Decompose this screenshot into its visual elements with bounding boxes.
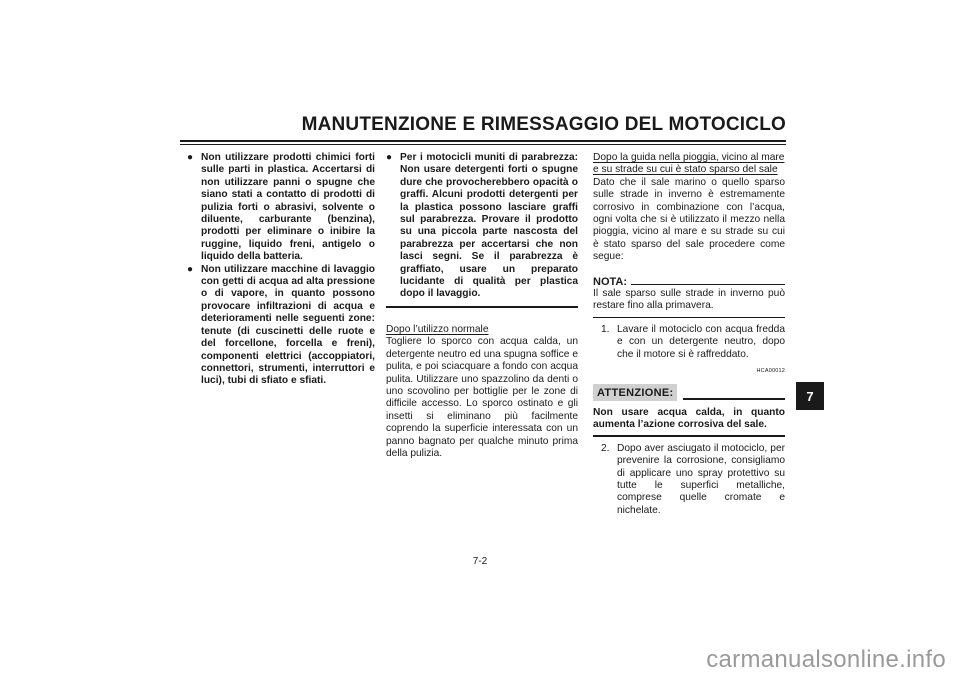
- caution-bottom-rule: [593, 435, 785, 437]
- page-title: MANUTENZIONE E RIMESSAGGIO DEL MOTOCICLO: [301, 114, 786, 135]
- page-number: 7-2: [472, 556, 488, 567]
- title-rule: [180, 140, 786, 142]
- caution-text: Non usare acqua calda, in quanto aumenta l’azione corrosiva del sale.: [593, 406, 785, 431]
- bullet-item: ● Per i motocicli muniti di parabrezza: Non usare detergenti forti o spugne dure che provocherebbero opacità o graffi. Alcuni prodotti detergenti per la plastica possono lasciare graffi sul parabrezza. Provare il prodotto su una piccola parte nascosta del parabrezza per accertarsi che non lasci segni. Se il parabrezza è graffiato, usare un preparato lucidante di qualità per plastica dopo il lavaggio.: [386, 152, 578, 301]
- caution-label: ATTENZIONE:: [593, 384, 677, 401]
- section-heading: Dopo la guida nella pioggia, vicino al mare: [593, 152, 785, 163]
- body-paragraph: Dato che il sale marino o quello sparso sulle strade in inverno è estremamente corrosivo in combinazione con l’acqua, ogni volta che si è utilizzato il mezzo nella pioggia, vicino al mare e su strade su cui è stato sparso del sale procedere come segue:: [593, 176, 785, 263]
- column-1: [187, 152, 375, 388]
- section-heading-line-2: e su strade su cui è stato sparso del sale: [593, 164, 778, 176]
- bullet-item: ● Non utilizzare prodotti chimici forti sulle parti in plastica. Accertarsi di non utilizzare panni o spugne che siano stati a contatto di prodotti di pulizia forti o abrasivi, solvente o diluente, carburante (benzina), prodotti per eliminare o inibire la ruggine, liquido freni, antigelo o liquido della batteria.: [187, 152, 375, 264]
- body-paragraph: Togliere lo sporco con acqua calda, un detergente neutro ed una spugna soffice e pulita, e poi sciacquare a fondo con acqua pulita. Utilizzare uno spazzolino da denti o uno scovolino per bottiglie per le zone di difficile accesso. Lo sporco ostinato e gli insetti si eliminano più facilmente coprendo la superficie interessata con un panno bagnato per qualche minuto prima della pulizia.: [386, 336, 578, 459]
- step-number: 1.: [601, 323, 610, 335]
- column-3: [593, 152, 785, 517]
- chapter-tab: 7: [796, 382, 824, 410]
- step-text: Lavare il motociclo con acqua fredda e con un detergente neutro, dopo che il motore si è raffreddato.: [617, 323, 785, 360]
- note-label: NOTA:: [593, 275, 628, 288]
- bullet-item: ● Non utilizzare macchine di lavaggio con getti di acqua ad alta pressione o di vapore, in quanto possono provocare infiltrazioni di acqua e deterioramenti nelle seguenti zone: tenute (di cuscinetti delle ruote e del forcellone, forcella e freni), componenti elettrici (accoppiatori, connettori, strumenti, interruttori e luci), tubi di sfiato e sfiati.: [187, 264, 375, 388]
- column-2: [386, 152, 578, 460]
- reference-code: HCA00012: [756, 368, 785, 375]
- step-text: Dopo aver asciugato il motociclo, per prevenire la corrosione, consigliamo di applicare uno spray protettivo su tutte le superfici metalliche, comprese quelle cromate e nichelate.: [617, 442, 785, 516]
- note-bottom-rule: [593, 317, 785, 318]
- note-text: Il sale sparso sulle strade in inverno può restare fino alla primavera.: [593, 288, 785, 312]
- note-header: [593, 276, 785, 288]
- caution-header: [593, 384, 785, 401]
- section-heading: Dopo l’utilizzo normale: [386, 323, 489, 335]
- watermark: carmanualsonline.info: [706, 646, 946, 673]
- title-rule-thin: [180, 144, 786, 145]
- step-item: [593, 324, 785, 361]
- caution-rule: [683, 398, 785, 400]
- step-number: 2.: [601, 442, 610, 454]
- note-rule: [631, 284, 785, 285]
- step-item: [593, 443, 785, 517]
